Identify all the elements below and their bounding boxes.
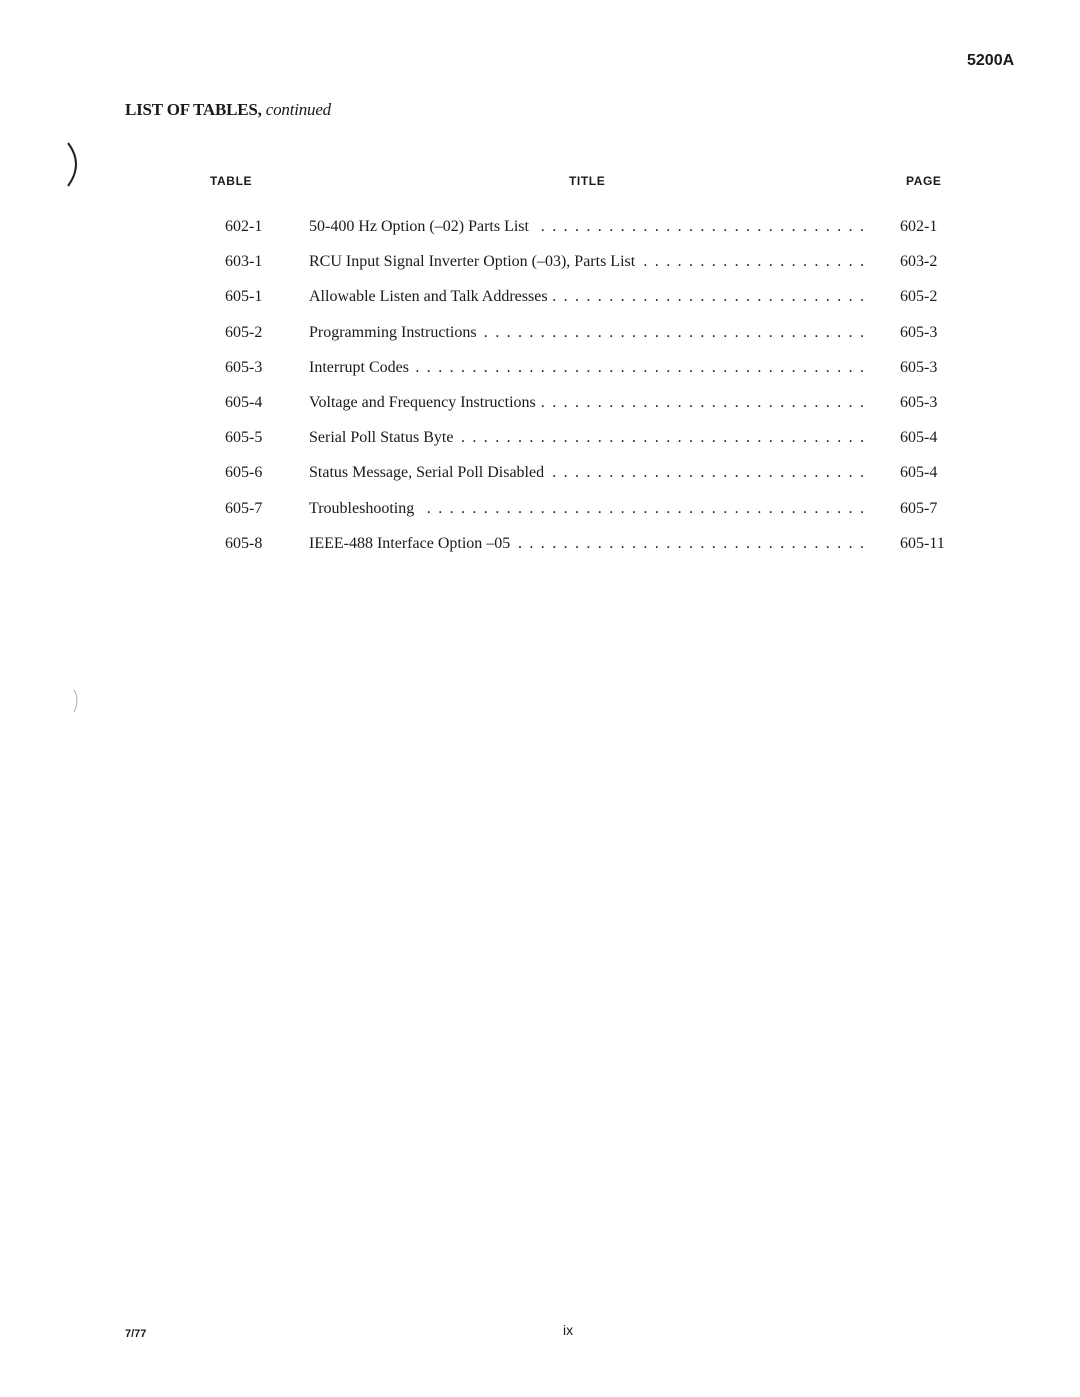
table-number: 605-8 (225, 534, 263, 552)
table-list (225, 218, 950, 570)
list-item (225, 218, 950, 253)
table-title: Programming Instructions (309, 323, 477, 341)
column-header-table: TABLE (210, 174, 253, 188)
page-number: 605-3 (900, 323, 938, 341)
dot-leader (457, 429, 864, 447)
list-item (225, 500, 950, 535)
table-title: Status Message, Serial Poll Disabled (309, 464, 545, 482)
list-item (225, 359, 950, 394)
page-number: 605-4 (900, 429, 938, 447)
binding-mark-icon (70, 688, 84, 714)
dot-leader (481, 324, 864, 342)
page-title (125, 100, 331, 120)
table-title: Allowable Listen and Talk Addresses (309, 288, 548, 306)
dot-leader (639, 253, 864, 271)
table-title: 50-400 Hz Option (–02) Parts List (309, 218, 529, 235)
dot-leader (552, 288, 864, 306)
list-item (225, 288, 950, 323)
table-number: 602-1 (225, 218, 263, 235)
dot-leader (413, 359, 864, 377)
table-number: 603-1 (225, 253, 263, 271)
table-title: IEEE-488 Interface Option –05 (309, 534, 511, 552)
list-item (225, 394, 950, 429)
list-item (225, 253, 950, 288)
table-title: RCU Input Signal Inverter Option (–03), Parts List (309, 253, 636, 271)
table-number: 605-6 (225, 464, 263, 482)
table-title: Serial Poll Status Byte (309, 429, 454, 447)
dot-leader (548, 464, 864, 482)
list-item (225, 324, 950, 359)
page-number: 605-3 (900, 393, 938, 411)
table-number: 605-1 (225, 288, 263, 306)
dot-leader (533, 218, 864, 236)
list-item (225, 464, 950, 499)
column-header-title: TITLE (569, 174, 606, 188)
table-title: Voltage and Frequency Instructions (309, 393, 536, 411)
footer-date: 7/77 (125, 1328, 147, 1340)
list-item (225, 535, 950, 570)
column-header-page: PAGE (906, 174, 942, 188)
table-number: 605-4 (225, 393, 263, 411)
table-number: 605-2 (225, 323, 263, 341)
dot-leader (540, 394, 864, 412)
table-number: 605-5 (225, 429, 263, 447)
table-number: 605-3 (225, 358, 263, 376)
model-number: 5200A (967, 52, 1015, 69)
table-title: Interrupt Codes (309, 358, 409, 376)
title-continued: continued (265, 100, 331, 119)
page-number: 605-3 (900, 358, 938, 376)
dot-leader (418, 500, 864, 518)
footer-page-number: ix (563, 1322, 574, 1338)
binding-mark-icon (60, 140, 90, 190)
list-item (225, 429, 950, 464)
table-title: Troubleshooting (309, 499, 415, 517)
page-number: 605-2 (900, 288, 938, 306)
table-number: 605-7 (225, 499, 263, 517)
page-number: 605-4 (900, 464, 938, 482)
page-number: 602-1 (900, 218, 938, 235)
page-number: 603-2 (900, 253, 938, 271)
dot-leader (514, 535, 864, 553)
title-main: LIST OF TABLES, (125, 100, 262, 119)
page-number: 605-7 (900, 499, 938, 517)
page-number: 605-11 (900, 534, 945, 552)
